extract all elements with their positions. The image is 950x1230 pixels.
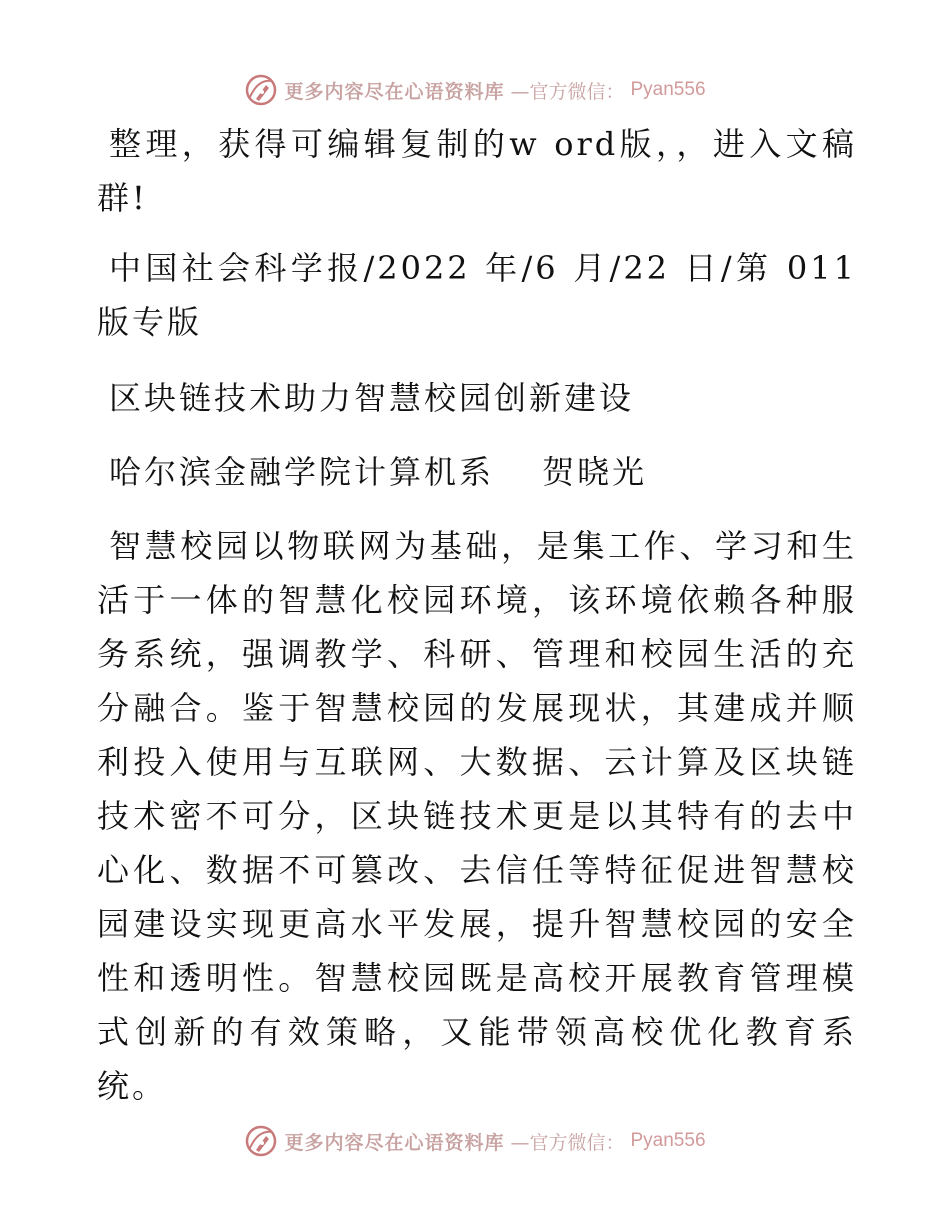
article-title: 区块链技术助力智慧校园创新建设 (109, 379, 635, 417)
watermark-group (244, 1124, 705, 1158)
author-line: 哈尔滨金融学院计算机系 贺晓光 (109, 453, 648, 491)
source-line: 中国社会科学报/2022 年/6 月/22 日/第 011 版专版 (97, 249, 857, 341)
watermark-footer (0, 1121, 950, 1161)
pen-logo-icon (244, 1124, 278, 1158)
watermark-wechat-id: Pyan556 (630, 79, 706, 100)
body-paragraph: 智慧校园以物联网为基础，是集工作、学习和生活于一体的智慧化校园环境，该环境依赖各种服务系统，强调教学、科研、管理和校园生活的充分融合。鉴于智慧校园的发展现状，其建成并顺利投入使用与互联网、大数据、云计算及区块链技术密不可分，区块链技术更是以其特有的去中心化、数据不可篡改、去信任等特征促进智慧校园建设实现更高水平发展，提升智慧校园的安全性和透明性。智慧校园既是高校开展教育管理模式创新的有效策略，又能带领高校优化教育系统。 (97, 527, 857, 1105)
watermark-header (0, 70, 950, 110)
document-body (97, 117, 857, 1113)
watermark-wechat-label: —官方微信： (510, 1131, 625, 1154)
pen-logo-icon (244, 73, 278, 107)
watermark-wechat-id: Pyan556 (630, 1130, 706, 1151)
watermark-text: 更多内容尽在心语资料库 (284, 80, 505, 103)
watermark-group (244, 73, 705, 107)
intro-line: 整理，获得可编辑复制的w ord版，，进入文稿群! (97, 125, 857, 217)
watermark-wechat-label: —官方微信： (510, 80, 625, 103)
watermark-text: 更多内容尽在心语资料库 (284, 1131, 505, 1154)
